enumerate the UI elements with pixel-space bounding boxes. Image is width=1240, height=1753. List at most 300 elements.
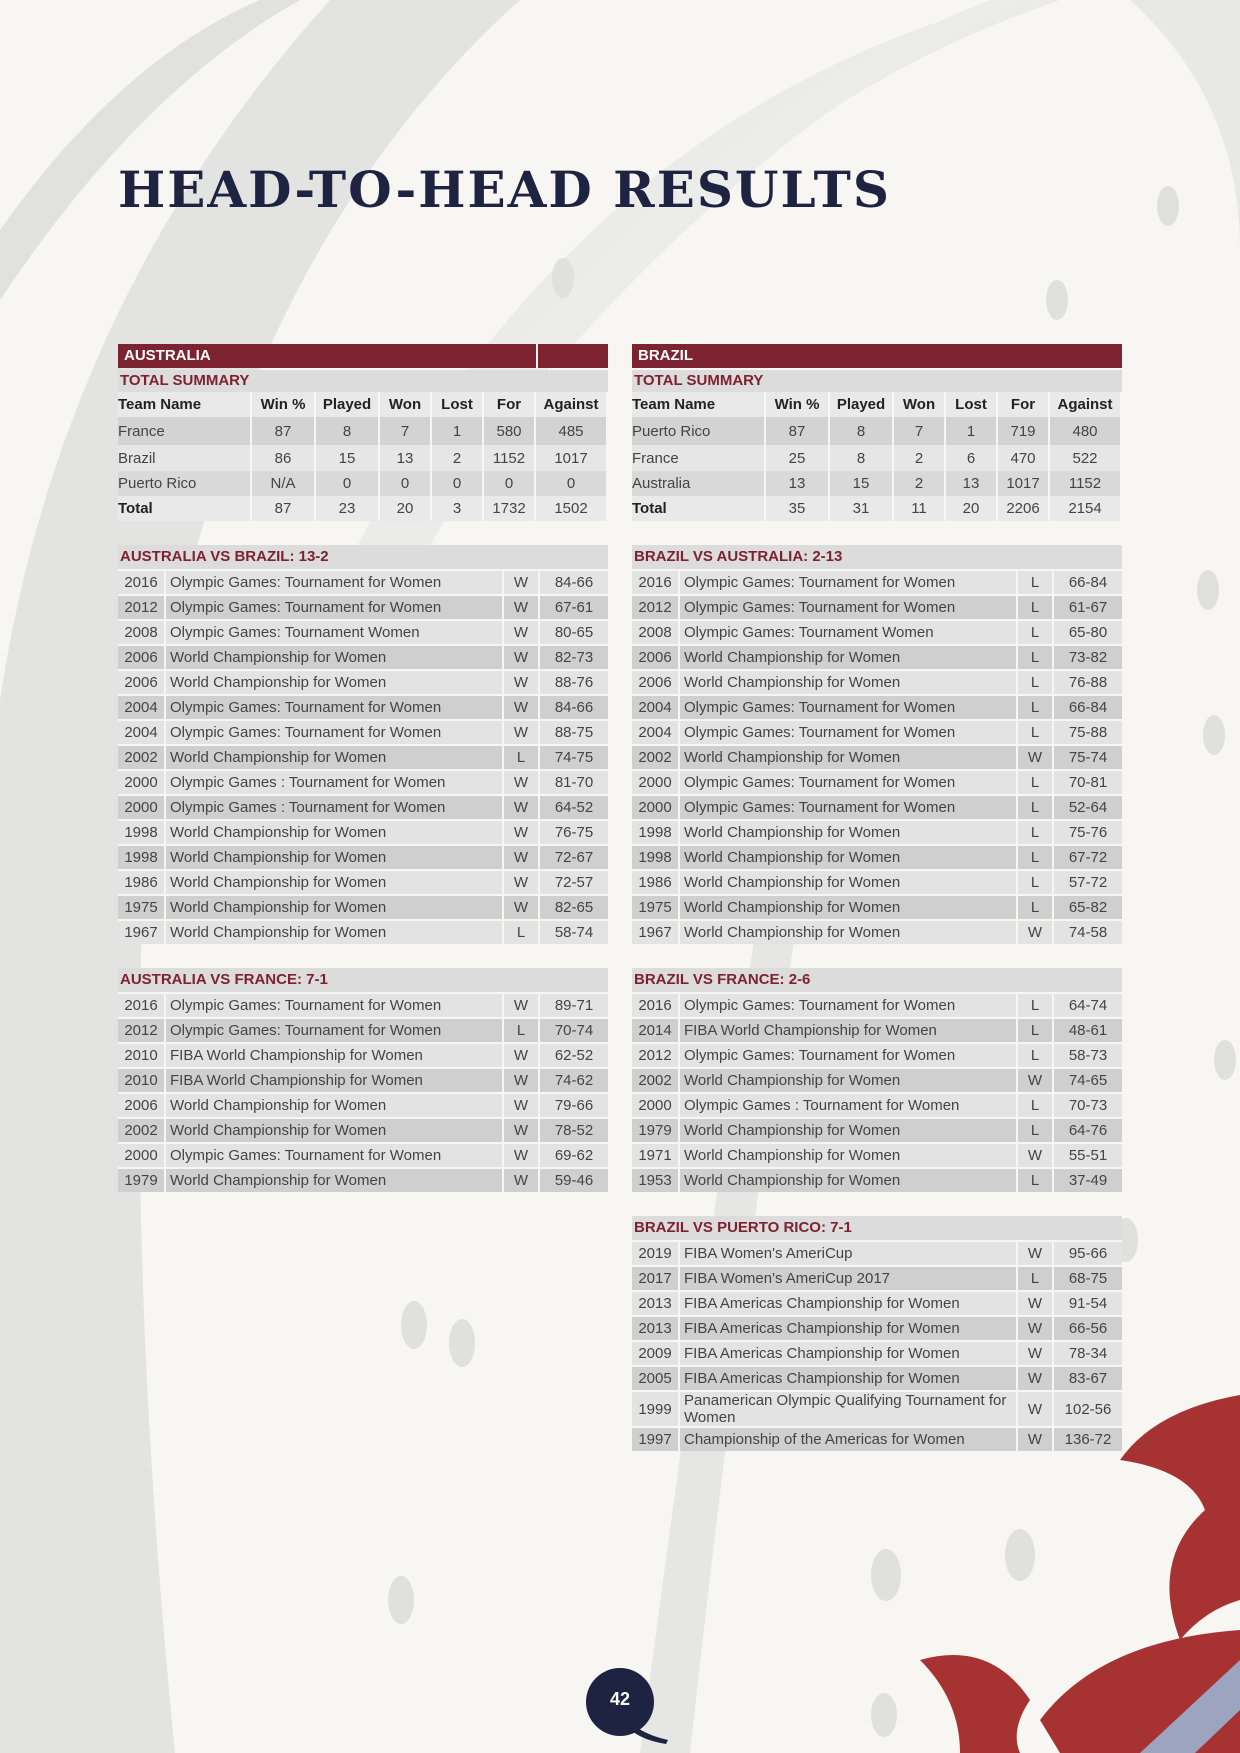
game-result: W — [503, 595, 539, 620]
game-result: W — [503, 620, 539, 645]
game-result: L — [503, 1018, 539, 1043]
cell: 470 — [997, 445, 1049, 471]
game-year: 1998 — [632, 820, 679, 845]
game-score: 75-76 — [1053, 820, 1122, 845]
game-event: World Championship for Women — [165, 895, 503, 920]
table-row — [632, 745, 1122, 770]
game-score: 83-67 — [1053, 1366, 1122, 1391]
game-result: L — [1017, 795, 1053, 820]
table-row — [632, 1366, 1122, 1391]
game-event: Olympic Games : Tournament for Women — [165, 795, 503, 820]
game-event: Olympic Games: Tournament for Women — [679, 595, 1017, 620]
game-event: World Championship for Women — [679, 1143, 1017, 1168]
game-score: 80-65 — [539, 620, 608, 645]
game-result: W — [503, 645, 539, 670]
game-result: W — [503, 845, 539, 870]
game-event: FIBA Women's AmeriCup 2017 — [679, 1266, 1017, 1291]
table-row — [632, 670, 1122, 695]
cell: 719 — [997, 417, 1049, 445]
game-year: 2000 — [632, 770, 679, 795]
game-year: 2000 — [118, 1143, 165, 1168]
cell: N/A — [251, 471, 315, 496]
game-result: W — [503, 795, 539, 820]
table-row — [118, 720, 608, 745]
game-year: 2002 — [118, 745, 165, 770]
game-score: 88-75 — [539, 720, 608, 745]
game-score: 55-51 — [1053, 1143, 1122, 1168]
game-score: 66-84 — [1053, 570, 1122, 595]
game-score: 64-74 — [1053, 993, 1122, 1018]
cell: 522 — [1049, 445, 1121, 471]
game-event: Olympic Games: Tournament for Women — [165, 1143, 503, 1168]
game-score: 58-74 — [539, 920, 608, 944]
game-score: 52-64 — [1053, 795, 1122, 820]
table-row — [118, 770, 608, 795]
game-year: 1997 — [632, 1427, 679, 1451]
col-header: Against — [535, 392, 607, 417]
table-row — [118, 1143, 608, 1168]
game-result: W — [1017, 920, 1053, 944]
matchup-title: BRAZIL VS FRANCE: 2-6 — [632, 968, 1122, 992]
cell: 31 — [829, 496, 893, 521]
game-score: 78-52 — [539, 1118, 608, 1143]
game-event: FIBA Americas Championship for Women — [679, 1366, 1017, 1391]
table-row — [632, 1118, 1122, 1143]
game-year: 2019 — [632, 1241, 679, 1266]
cell: Brazil — [118, 445, 251, 471]
team-header — [118, 344, 608, 368]
game-year: 2008 — [118, 620, 165, 645]
game-year: 2006 — [118, 1093, 165, 1118]
table-row — [632, 720, 1122, 745]
game-score: 67-72 — [1053, 845, 1122, 870]
game-year: 1967 — [632, 920, 679, 944]
game-year: 2016 — [632, 570, 679, 595]
game-score: 84-66 — [539, 695, 608, 720]
game-result: W — [503, 1143, 539, 1168]
game-year: 1998 — [118, 845, 165, 870]
summary-table — [632, 392, 1122, 521]
summary-table — [118, 392, 608, 521]
cell: 1732 — [483, 496, 535, 521]
cell: 0 — [315, 471, 379, 496]
cell: 8 — [829, 417, 893, 445]
col-header: For — [483, 392, 535, 417]
game-result: L — [1017, 993, 1053, 1018]
game-result: L — [503, 745, 539, 770]
game-year: 2009 — [632, 1341, 679, 1366]
game-event: Olympic Games: Tournament for Women — [165, 595, 503, 620]
team-name: AUSTRALIA — [124, 347, 211, 364]
game-score: 70-73 — [1053, 1093, 1122, 1118]
summary-row — [118, 471, 607, 496]
game-score: 76-75 — [539, 820, 608, 845]
game-year: 2004 — [632, 695, 679, 720]
game-result: L — [1017, 1266, 1053, 1291]
game-year: 2017 — [632, 1266, 679, 1291]
cell: 20 — [379, 496, 431, 521]
game-result: L — [1017, 645, 1053, 670]
game-result: L — [1017, 1043, 1053, 1068]
game-score: 79-66 — [539, 1093, 608, 1118]
game-score: 57-72 — [1053, 870, 1122, 895]
game-event: World Championship for Women — [165, 1093, 503, 1118]
cell: France — [118, 417, 251, 445]
game-year: 2013 — [632, 1291, 679, 1316]
cell: 0 — [535, 471, 607, 496]
game-score: 58-73 — [1053, 1043, 1122, 1068]
game-score: 84-66 — [539, 570, 608, 595]
game-result: L — [1017, 670, 1053, 695]
cell: 0 — [379, 471, 431, 496]
cell: 0 — [483, 471, 535, 496]
summary-row — [632, 445, 1121, 471]
game-result: L — [1017, 770, 1053, 795]
game-score: 37-49 — [1053, 1168, 1122, 1192]
game-result: W — [1017, 1341, 1053, 1366]
game-year: 2002 — [118, 1118, 165, 1143]
game-event: Olympic Games: Tournament Women — [165, 620, 503, 645]
table-row — [632, 770, 1122, 795]
game-score: 74-65 — [1053, 1068, 1122, 1093]
game-event: World Championship for Women — [679, 1118, 1017, 1143]
game-event: FIBA Americas Championship for Women — [679, 1291, 1017, 1316]
game-event: World Championship for Women — [679, 1068, 1017, 1093]
game-year: 1999 — [632, 1391, 679, 1427]
cell: Puerto Rico — [632, 417, 765, 445]
brazil-column — [632, 344, 1122, 1475]
game-score: 59-46 — [539, 1168, 608, 1192]
table-row — [118, 895, 608, 920]
matchup-block — [118, 968, 608, 1192]
table-row — [632, 620, 1122, 645]
game-year: 2012 — [632, 595, 679, 620]
game-score: 48-61 — [1053, 1018, 1122, 1043]
summary-total-row — [632, 496, 1121, 521]
table-row — [632, 820, 1122, 845]
game-event: Olympic Games: Tournament for Women — [679, 720, 1017, 745]
cell: 1502 — [535, 496, 607, 521]
game-score: 74-75 — [539, 745, 608, 770]
game-event: Olympic Games: Tournament for Women — [165, 570, 503, 595]
game-result: W — [503, 720, 539, 745]
game-result: W — [503, 1168, 539, 1192]
table-row — [118, 845, 608, 870]
matchup-title: AUSTRALIA VS BRAZIL: 13-2 — [118, 545, 608, 569]
table-row — [118, 1093, 608, 1118]
table-row — [632, 1291, 1122, 1316]
game-event: World Championship for Women — [679, 845, 1017, 870]
cell: 13 — [765, 471, 829, 496]
col-header: Played — [315, 392, 379, 417]
game-year: 2002 — [632, 1068, 679, 1093]
table-row — [118, 620, 608, 645]
cell: 8 — [829, 445, 893, 471]
game-event: World Championship for Women — [679, 645, 1017, 670]
game-event: FIBA Women's AmeriCup — [679, 1241, 1017, 1266]
cell: Puerto Rico — [118, 471, 251, 496]
game-year: 2006 — [632, 670, 679, 695]
game-event: World Championship for Women — [165, 745, 503, 770]
game-score: 74-58 — [1053, 920, 1122, 944]
game-year: 1971 — [632, 1143, 679, 1168]
cell: Total — [118, 496, 251, 521]
game-year: 2012 — [118, 1018, 165, 1043]
table-row — [632, 1143, 1122, 1168]
matchup-table — [632, 1240, 1122, 1451]
game-score: 91-54 — [1053, 1291, 1122, 1316]
game-year: 2016 — [632, 993, 679, 1018]
game-event: World Championship for Women — [165, 670, 503, 695]
game-year: 1975 — [118, 895, 165, 920]
matchup-table — [118, 992, 608, 1192]
table-row — [632, 895, 1122, 920]
table-row — [118, 870, 608, 895]
table-row — [632, 795, 1122, 820]
matchup-title: AUSTRALIA VS FRANCE: 7-1 — [118, 968, 608, 992]
game-event: World Championship for Women — [165, 845, 503, 870]
game-score: 74-62 — [539, 1068, 608, 1093]
summary-row — [118, 417, 607, 445]
cell: 11 — [893, 496, 945, 521]
cell: Australia — [632, 471, 765, 496]
cell: 485 — [535, 417, 607, 445]
cell: 2 — [893, 445, 945, 471]
game-event: Olympic Games: Tournament for Women — [679, 695, 1017, 720]
game-result: W — [503, 570, 539, 595]
game-result: W — [503, 1068, 539, 1093]
cell: 87 — [765, 417, 829, 445]
game-result: W — [503, 993, 539, 1018]
table-row — [118, 993, 608, 1018]
col-header: Win % — [765, 392, 829, 417]
game-score: 82-73 — [539, 645, 608, 670]
table-row — [632, 1427, 1122, 1451]
game-score: 73-82 — [1053, 645, 1122, 670]
summary-total-row — [118, 496, 607, 521]
game-score: 69-62 — [539, 1143, 608, 1168]
game-year: 2004 — [118, 720, 165, 745]
cell: 87 — [251, 417, 315, 445]
game-event: World Championship for Women — [165, 645, 503, 670]
game-result: L — [1017, 1018, 1053, 1043]
table-row — [118, 1118, 608, 1143]
table-row — [118, 1043, 608, 1068]
table-row — [632, 1018, 1122, 1043]
game-year: 2004 — [632, 720, 679, 745]
game-year: 2010 — [118, 1068, 165, 1093]
cell: 0 — [431, 471, 483, 496]
table-row — [118, 1168, 608, 1192]
game-event: World Championship for Women — [679, 670, 1017, 695]
game-year: 2016 — [118, 993, 165, 1018]
col-header: Win % — [251, 392, 315, 417]
matchup-title: BRAZIL VS PUERTO RICO: 7-1 — [632, 1216, 1122, 1240]
table-row — [118, 670, 608, 695]
game-year: 1953 — [632, 1168, 679, 1192]
game-score: 89-71 — [539, 993, 608, 1018]
game-result: L — [1017, 595, 1053, 620]
cell: 23 — [315, 496, 379, 521]
game-result: W — [503, 1093, 539, 1118]
game-score: 66-84 — [1053, 695, 1122, 720]
game-result: L — [1017, 695, 1053, 720]
game-year: 1979 — [118, 1168, 165, 1192]
game-event: World Championship for Women — [165, 870, 503, 895]
game-score: 82-65 — [539, 895, 608, 920]
game-score: 81-70 — [539, 770, 608, 795]
game-event: World Championship for Women — [679, 820, 1017, 845]
matchup-list — [118, 545, 608, 1192]
game-score: 65-82 — [1053, 895, 1122, 920]
summary-row — [632, 471, 1121, 496]
game-year: 2012 — [632, 1043, 679, 1068]
cell: 25 — [765, 445, 829, 471]
cell: 20 — [945, 496, 997, 521]
game-year: 2000 — [632, 1093, 679, 1118]
cell: 86 — [251, 445, 315, 471]
cell: 2 — [431, 445, 483, 471]
game-result: W — [503, 820, 539, 845]
cell: 1152 — [1049, 471, 1121, 496]
table-row — [632, 920, 1122, 944]
game-year: 1986 — [118, 870, 165, 895]
game-event: World Championship for Women — [165, 1118, 503, 1143]
col-header: Lost — [945, 392, 997, 417]
matchup-list — [632, 545, 1122, 1451]
game-year: 2016 — [118, 570, 165, 595]
col-header: Won — [893, 392, 945, 417]
game-event: World Championship for Women — [165, 1168, 503, 1192]
table-row — [632, 570, 1122, 595]
cell: 2 — [893, 471, 945, 496]
game-event: FIBA World Championship for Women — [679, 1018, 1017, 1043]
table-row — [118, 795, 608, 820]
game-year: 2010 — [118, 1043, 165, 1068]
game-event: FIBA Americas Championship for Women — [679, 1341, 1017, 1366]
game-year: 1998 — [632, 845, 679, 870]
game-result: W — [1017, 1068, 1053, 1093]
cell: 1 — [945, 417, 997, 445]
game-result: W — [1017, 1366, 1053, 1391]
table-row — [632, 1341, 1122, 1366]
cell: 1017 — [997, 471, 1049, 496]
cell: 1017 — [535, 445, 607, 471]
game-year: 1986 — [632, 870, 679, 895]
game-year: 2000 — [632, 795, 679, 820]
game-event: FIBA Americas Championship for Women — [679, 1316, 1017, 1341]
game-score: 62-52 — [539, 1043, 608, 1068]
game-result: W — [1017, 1291, 1053, 1316]
game-event: Olympic Games : Tournament for Women — [679, 1093, 1017, 1118]
game-result: L — [1017, 820, 1053, 845]
table-row — [632, 870, 1122, 895]
game-event: World Championship for Women — [679, 920, 1017, 944]
cell: 15 — [829, 471, 893, 496]
game-result: L — [1017, 870, 1053, 895]
game-result: W — [503, 1043, 539, 1068]
table-row — [632, 595, 1122, 620]
game-year: 2006 — [632, 645, 679, 670]
game-score: 95-66 — [1053, 1241, 1122, 1266]
game-year: 2000 — [118, 770, 165, 795]
game-event: World Championship for Women — [679, 870, 1017, 895]
game-year: 2006 — [118, 645, 165, 670]
game-score: 78-34 — [1053, 1341, 1122, 1366]
game-score: 65-80 — [1053, 620, 1122, 645]
game-result: W — [1017, 745, 1053, 770]
game-result: L — [1017, 895, 1053, 920]
table-row — [632, 1093, 1122, 1118]
game-event: Championship of the Americas for Women — [679, 1427, 1017, 1451]
matchup-block — [632, 968, 1122, 1192]
game-event: Panamerican Olympic Qualifying Tournament for Women — [679, 1391, 1017, 1427]
game-score: 102-56 — [1053, 1391, 1122, 1427]
game-event: Olympic Games: Tournament for Women — [679, 1043, 1017, 1068]
game-score: 72-67 — [539, 845, 608, 870]
game-score: 70-74 — [539, 1018, 608, 1043]
matchup-table — [632, 569, 1122, 944]
game-year: 2013 — [632, 1316, 679, 1341]
matchup-block — [632, 1216, 1122, 1451]
game-event: Olympic Games : Tournament for Women — [165, 770, 503, 795]
cell: 480 — [1049, 417, 1121, 445]
col-header: Team Name — [632, 392, 765, 417]
game-year: 2004 — [118, 695, 165, 720]
game-year: 1979 — [632, 1118, 679, 1143]
page-title: HEAD-TO-HEAD RESULTS — [118, 160, 891, 219]
table-row — [118, 695, 608, 720]
col-header: For — [997, 392, 1049, 417]
game-score: 136-72 — [1053, 1427, 1122, 1451]
cell: 1 — [431, 417, 483, 445]
col-header: Against — [1049, 392, 1121, 417]
cell: 15 — [315, 445, 379, 471]
summary-row — [118, 445, 607, 471]
game-result: W — [1017, 1316, 1053, 1341]
game-score: 64-76 — [1053, 1118, 1122, 1143]
table-row — [118, 1018, 608, 1043]
team-name: BRAZIL — [638, 347, 693, 364]
game-result: L — [1017, 720, 1053, 745]
game-result: L — [1017, 620, 1053, 645]
game-result: L — [1017, 845, 1053, 870]
col-header: Team Name — [118, 392, 251, 417]
cell: 35 — [765, 496, 829, 521]
game-score: 64-52 — [539, 795, 608, 820]
cell: 1152 — [483, 445, 535, 471]
game-result: W — [503, 770, 539, 795]
game-result: L — [1017, 1168, 1053, 1192]
table-row — [118, 645, 608, 670]
matchup-block — [632, 545, 1122, 944]
game-result: W — [503, 1118, 539, 1143]
matchup-table — [632, 992, 1122, 1192]
cell: 7 — [893, 417, 945, 445]
game-year: 2008 — [632, 620, 679, 645]
table-row — [632, 993, 1122, 1018]
game-result: W — [503, 895, 539, 920]
game-event: World Championship for Women — [679, 1168, 1017, 1192]
game-result: W — [1017, 1241, 1053, 1266]
table-row — [118, 920, 608, 944]
game-score: 61-67 — [1053, 595, 1122, 620]
col-header: Won — [379, 392, 431, 417]
game-year: 1975 — [632, 895, 679, 920]
cell: 13 — [945, 471, 997, 496]
game-event: Olympic Games: Tournament Women — [679, 620, 1017, 645]
table-row — [632, 1391, 1122, 1427]
